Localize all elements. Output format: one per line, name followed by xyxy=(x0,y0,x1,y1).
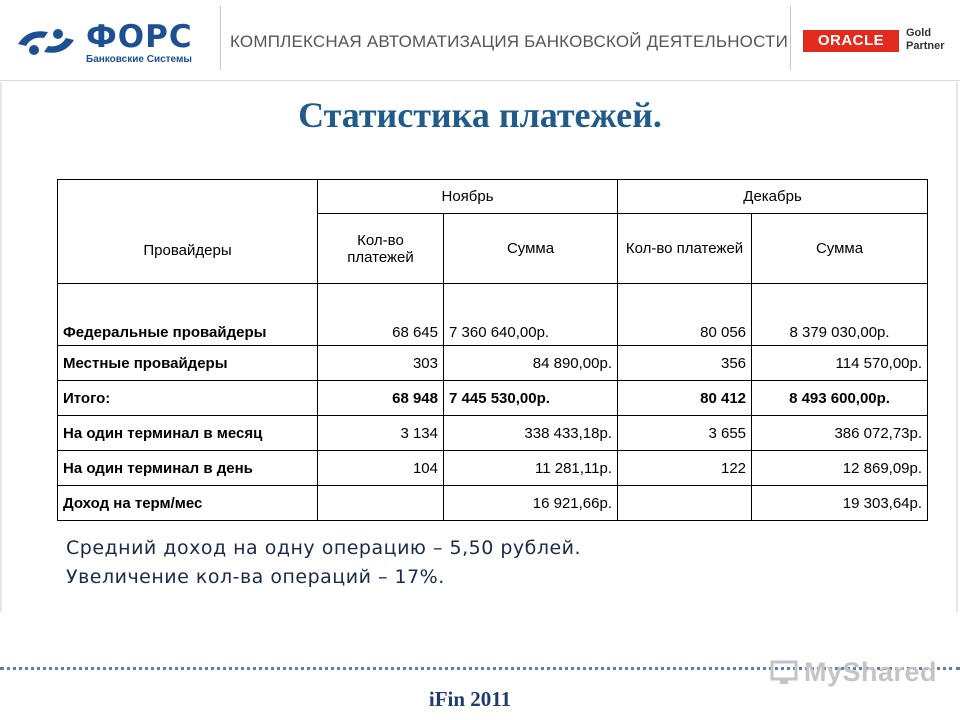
nov-sum-cell: 7 360 640,00р. xyxy=(444,284,618,346)
dec-sum-cell: 8 493 600,00р. xyxy=(752,381,928,416)
nov-sum-cell: 16 921,66р. xyxy=(444,486,618,521)
logo-text: ФОРС xyxy=(86,19,193,55)
partner-line1: Gold xyxy=(906,27,932,39)
oracle-logo: ORACLE xyxy=(803,30,899,52)
summary-notes xyxy=(66,534,581,592)
table-row xyxy=(58,451,928,486)
nov-sum-cell: 7 445 530,00р. xyxy=(444,381,618,416)
header-rule xyxy=(0,80,960,81)
nov-sum-cell: 11 281,11р. xyxy=(444,451,618,486)
row-label: Итого: xyxy=(58,381,318,416)
row-label: На один терминал в месяц xyxy=(58,416,318,451)
nov-count-cell xyxy=(318,486,444,521)
nov-sum-cell: 84 890,00р. xyxy=(444,346,618,381)
right-edge-strip xyxy=(956,82,958,612)
watermark-monitor-icon xyxy=(770,659,800,689)
dec-sum-cell: 19 303,64р. xyxy=(752,486,928,521)
table-row xyxy=(58,284,928,346)
header-month-december: Декабрь xyxy=(618,180,928,214)
row-label: Федеральные провайдеры xyxy=(58,284,318,346)
dec-sum-cell: 386 072,73р. xyxy=(752,416,928,451)
dec-count-cell: 122 xyxy=(618,451,752,486)
note-operations-growth: Увеличение кол-ва операций – 17%. xyxy=(66,566,445,588)
header-dec-count: Кол-во платежей xyxy=(618,214,752,284)
dec-count-cell: 80 056 xyxy=(618,284,752,346)
header-divider xyxy=(220,6,221,70)
header-title: КОМПЛЕКСНАЯ АВТОМАТИЗАЦИЯ БАНКОВСКОЙ ДЕЯТЕЛЬНОСТИ xyxy=(230,32,789,51)
table-header-row xyxy=(58,180,928,214)
left-edge-strip xyxy=(0,82,2,612)
row-label: На один терминал в день xyxy=(58,451,318,486)
fors-logo xyxy=(14,18,210,68)
dec-sum-cell: 12 869,09р. xyxy=(752,451,928,486)
footer-text: iFin 2011 xyxy=(428,687,512,711)
header-nov-sum: Сумма xyxy=(444,214,618,284)
nov-count-cell: 303 xyxy=(318,346,444,381)
fors-logo-mark-icon xyxy=(14,24,78,60)
header-nov-count: Кол-во платежей xyxy=(318,214,444,284)
note-average-income: Средний доход на одну операцию – 5,50 рублей. xyxy=(66,537,582,559)
header-providers: Провайдеры xyxy=(58,180,318,284)
header-dec-sum: Сумма xyxy=(752,214,928,284)
table-row xyxy=(58,346,928,381)
row-label: Местные провайдеры xyxy=(58,346,318,381)
slide-header xyxy=(0,0,960,82)
partner-badge xyxy=(906,27,945,53)
slide-title: Статистика платежей. xyxy=(298,95,662,135)
logo-subtitle: Банковские Системы xyxy=(86,54,192,65)
dec-count-cell: 3 655 xyxy=(618,416,752,451)
dec-count-cell: 80 412 xyxy=(618,381,752,416)
dec-sum-cell: 114 570,00р. xyxy=(752,346,928,381)
row-label: Доход на терм/мес xyxy=(58,486,318,521)
nov-count-cell: 68 645 xyxy=(318,284,444,346)
nov-count-cell: 3 134 xyxy=(318,416,444,451)
dec-count-cell: 356 xyxy=(618,346,752,381)
nov-sum-cell: 338 433,18р. xyxy=(444,416,618,451)
watermark: MyShared xyxy=(804,657,938,687)
header-month-november: Ноябрь xyxy=(318,180,618,214)
nov-count-cell: 104 xyxy=(318,451,444,486)
header-divider xyxy=(790,6,791,70)
partner-line2: Partner xyxy=(906,40,945,52)
dec-sum-cell: 8 379 030,00р. xyxy=(752,284,928,346)
table-row-total xyxy=(58,381,928,416)
table-row xyxy=(58,416,928,451)
nov-count-cell: 68 948 xyxy=(318,381,444,416)
table-row xyxy=(58,486,928,521)
payment-stats-table xyxy=(57,179,928,521)
dec-count-cell xyxy=(618,486,752,521)
